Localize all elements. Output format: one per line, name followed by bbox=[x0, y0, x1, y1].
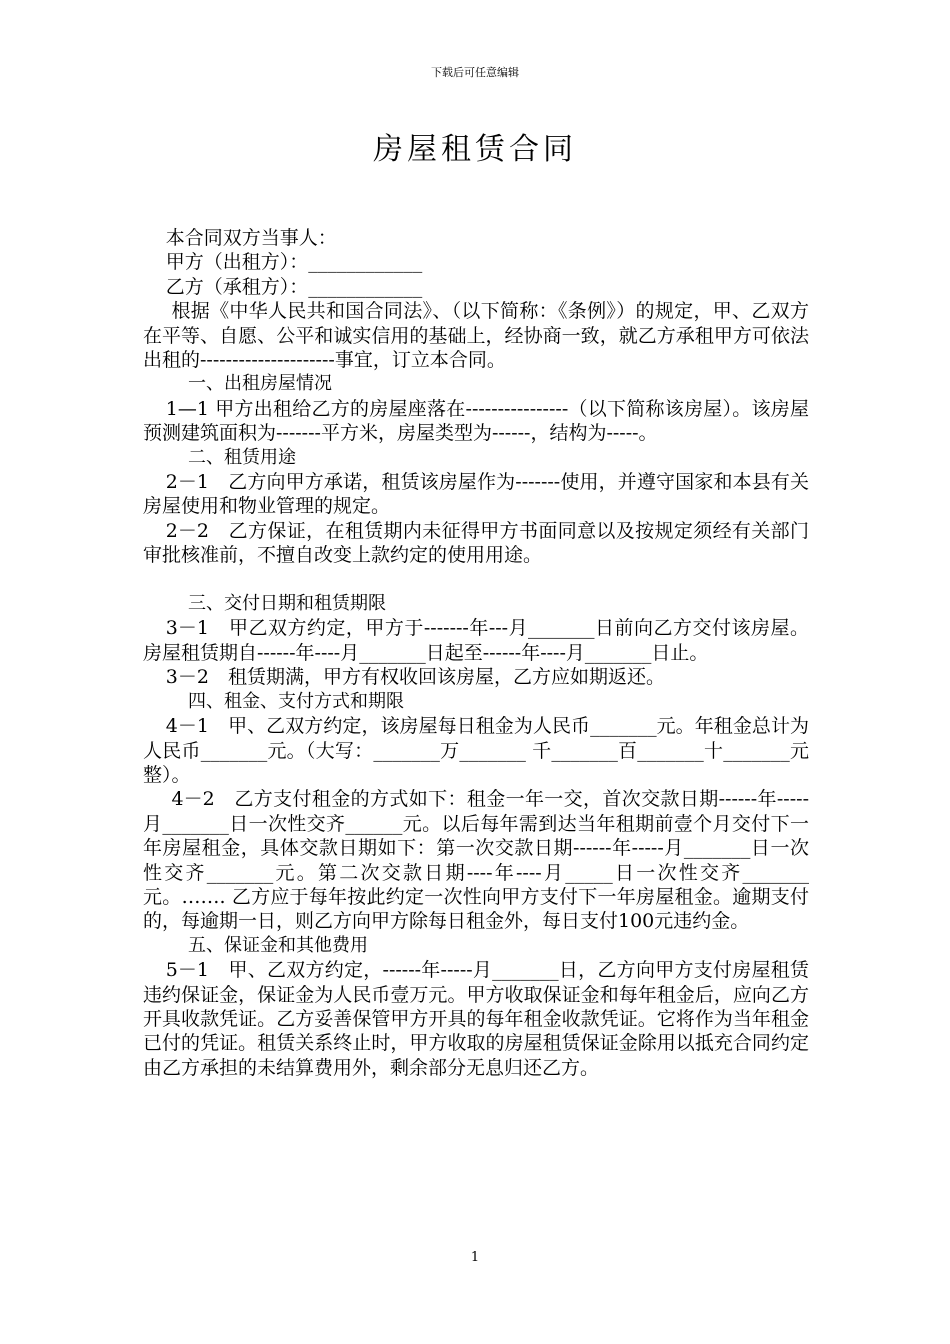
clause-1-1: 1—1 甲方出租给乙方的房屋座落在----------------（以下简称该房屋）。该房屋预测建筑面积为-------平方米，房屋类型为------，结构为-----。 bbox=[143, 397, 809, 445]
party-b-line: 乙方（承租方）：____________ bbox=[165, 275, 423, 298]
party-a-line: 甲方（出租方）：____________ bbox=[165, 251, 423, 274]
clause-3-1: 3－1 甲乙双方约定，甲方于-------年---月_______日前向乙方交付该房屋。房屋租赁期自------年----月_______日起至------年----月_______日止。 bbox=[143, 617, 809, 664]
clause-4-1: 4－1 甲、乙双方约定，该房屋每日租金为人民币_______元。年租金总计为人民币_______元。（大写：_______万_______ 千_______百_______十_______元整）。 bbox=[143, 715, 809, 786]
clause-4-2: 4－2 乙方支付租金的方式如下：租金一年一交，首次交款日期------年-----月_______日一次性交齐______元。以后每年需到达当年租期前壹个月交付下一年房屋租金，具体交款日期如下：第一次交款日期------年-----月_______日一次性交齐_______元。第二次交款日期----年----月_____日一次性交齐_______元。……. 乙方应于每年按此约定一次性向甲方支付下一年房屋租金。逾期支付的，每逾期一日，则乙方向甲方除每日租金外，每日支付100元违约金。 bbox=[143, 788, 809, 933]
parties-intro: 本合同双方当事人： bbox=[165, 227, 337, 249]
clause-2-2: 2－2 乙方保证，在租赁期内未征得甲方书面同意以及按规定须经有关部门审批核准前，不擅自改变上款约定的使用用途。 bbox=[143, 519, 809, 567]
section-heading-1: 一、出租房屋情况 bbox=[188, 373, 332, 395]
contract-body bbox=[143, 226, 809, 1080]
header-note: 下载后可任意编辑 bbox=[431, 66, 519, 79]
section-heading-4: 四、租金、支付方式和期限 bbox=[188, 690, 404, 712]
section-heading-2: 二、租赁用途 bbox=[188, 446, 296, 468]
document-title: 房屋租赁合同 bbox=[373, 132, 577, 167]
preamble-paragraph: 根据《中华人民共和国合同法》、（以下简称：《条例》）的规定，甲、乙双方在平等、自愿、公平和诚实信用的基础上，经协商一致，就乙方承租甲方可依法出租的---------------------事宜，订立本合同。 bbox=[143, 300, 809, 372]
clause-2-1: 2－1 乙方向甲方承诺，租赁该房屋作为-------使用，并遵守国家和本县有关房屋使用和物业管理的规定。 bbox=[143, 471, 809, 518]
clause-5-1: 5－1 甲、乙双方约定，------年-----月_______日，乙方向甲方支付房屋租赁违约保证金，保证金为人民币壹万元。甲方收取保证金和每年租金后，应向乙方开具收款凭证。乙方妥善保管甲方开具的每年租金收款凭证。它将作为当年租金已付的凭证。租赁关系终止时，甲方收取的房屋租赁保证金除用以抵充合同约定由乙方承担的未结算费用外，剩余部分无息归还乙方。 bbox=[143, 959, 809, 1079]
page-number: 1 bbox=[470, 1250, 480, 1265]
section-heading-3: 三、交付日期和租赁期限 bbox=[188, 593, 386, 615]
clause-3-2: 3－2 租赁期满，甲方有权收回该房屋，乙方应如期返还。 bbox=[165, 666, 665, 689]
spacer bbox=[143, 568, 809, 592]
section-heading-5: 五、保证金和其他费用 bbox=[188, 934, 368, 956]
